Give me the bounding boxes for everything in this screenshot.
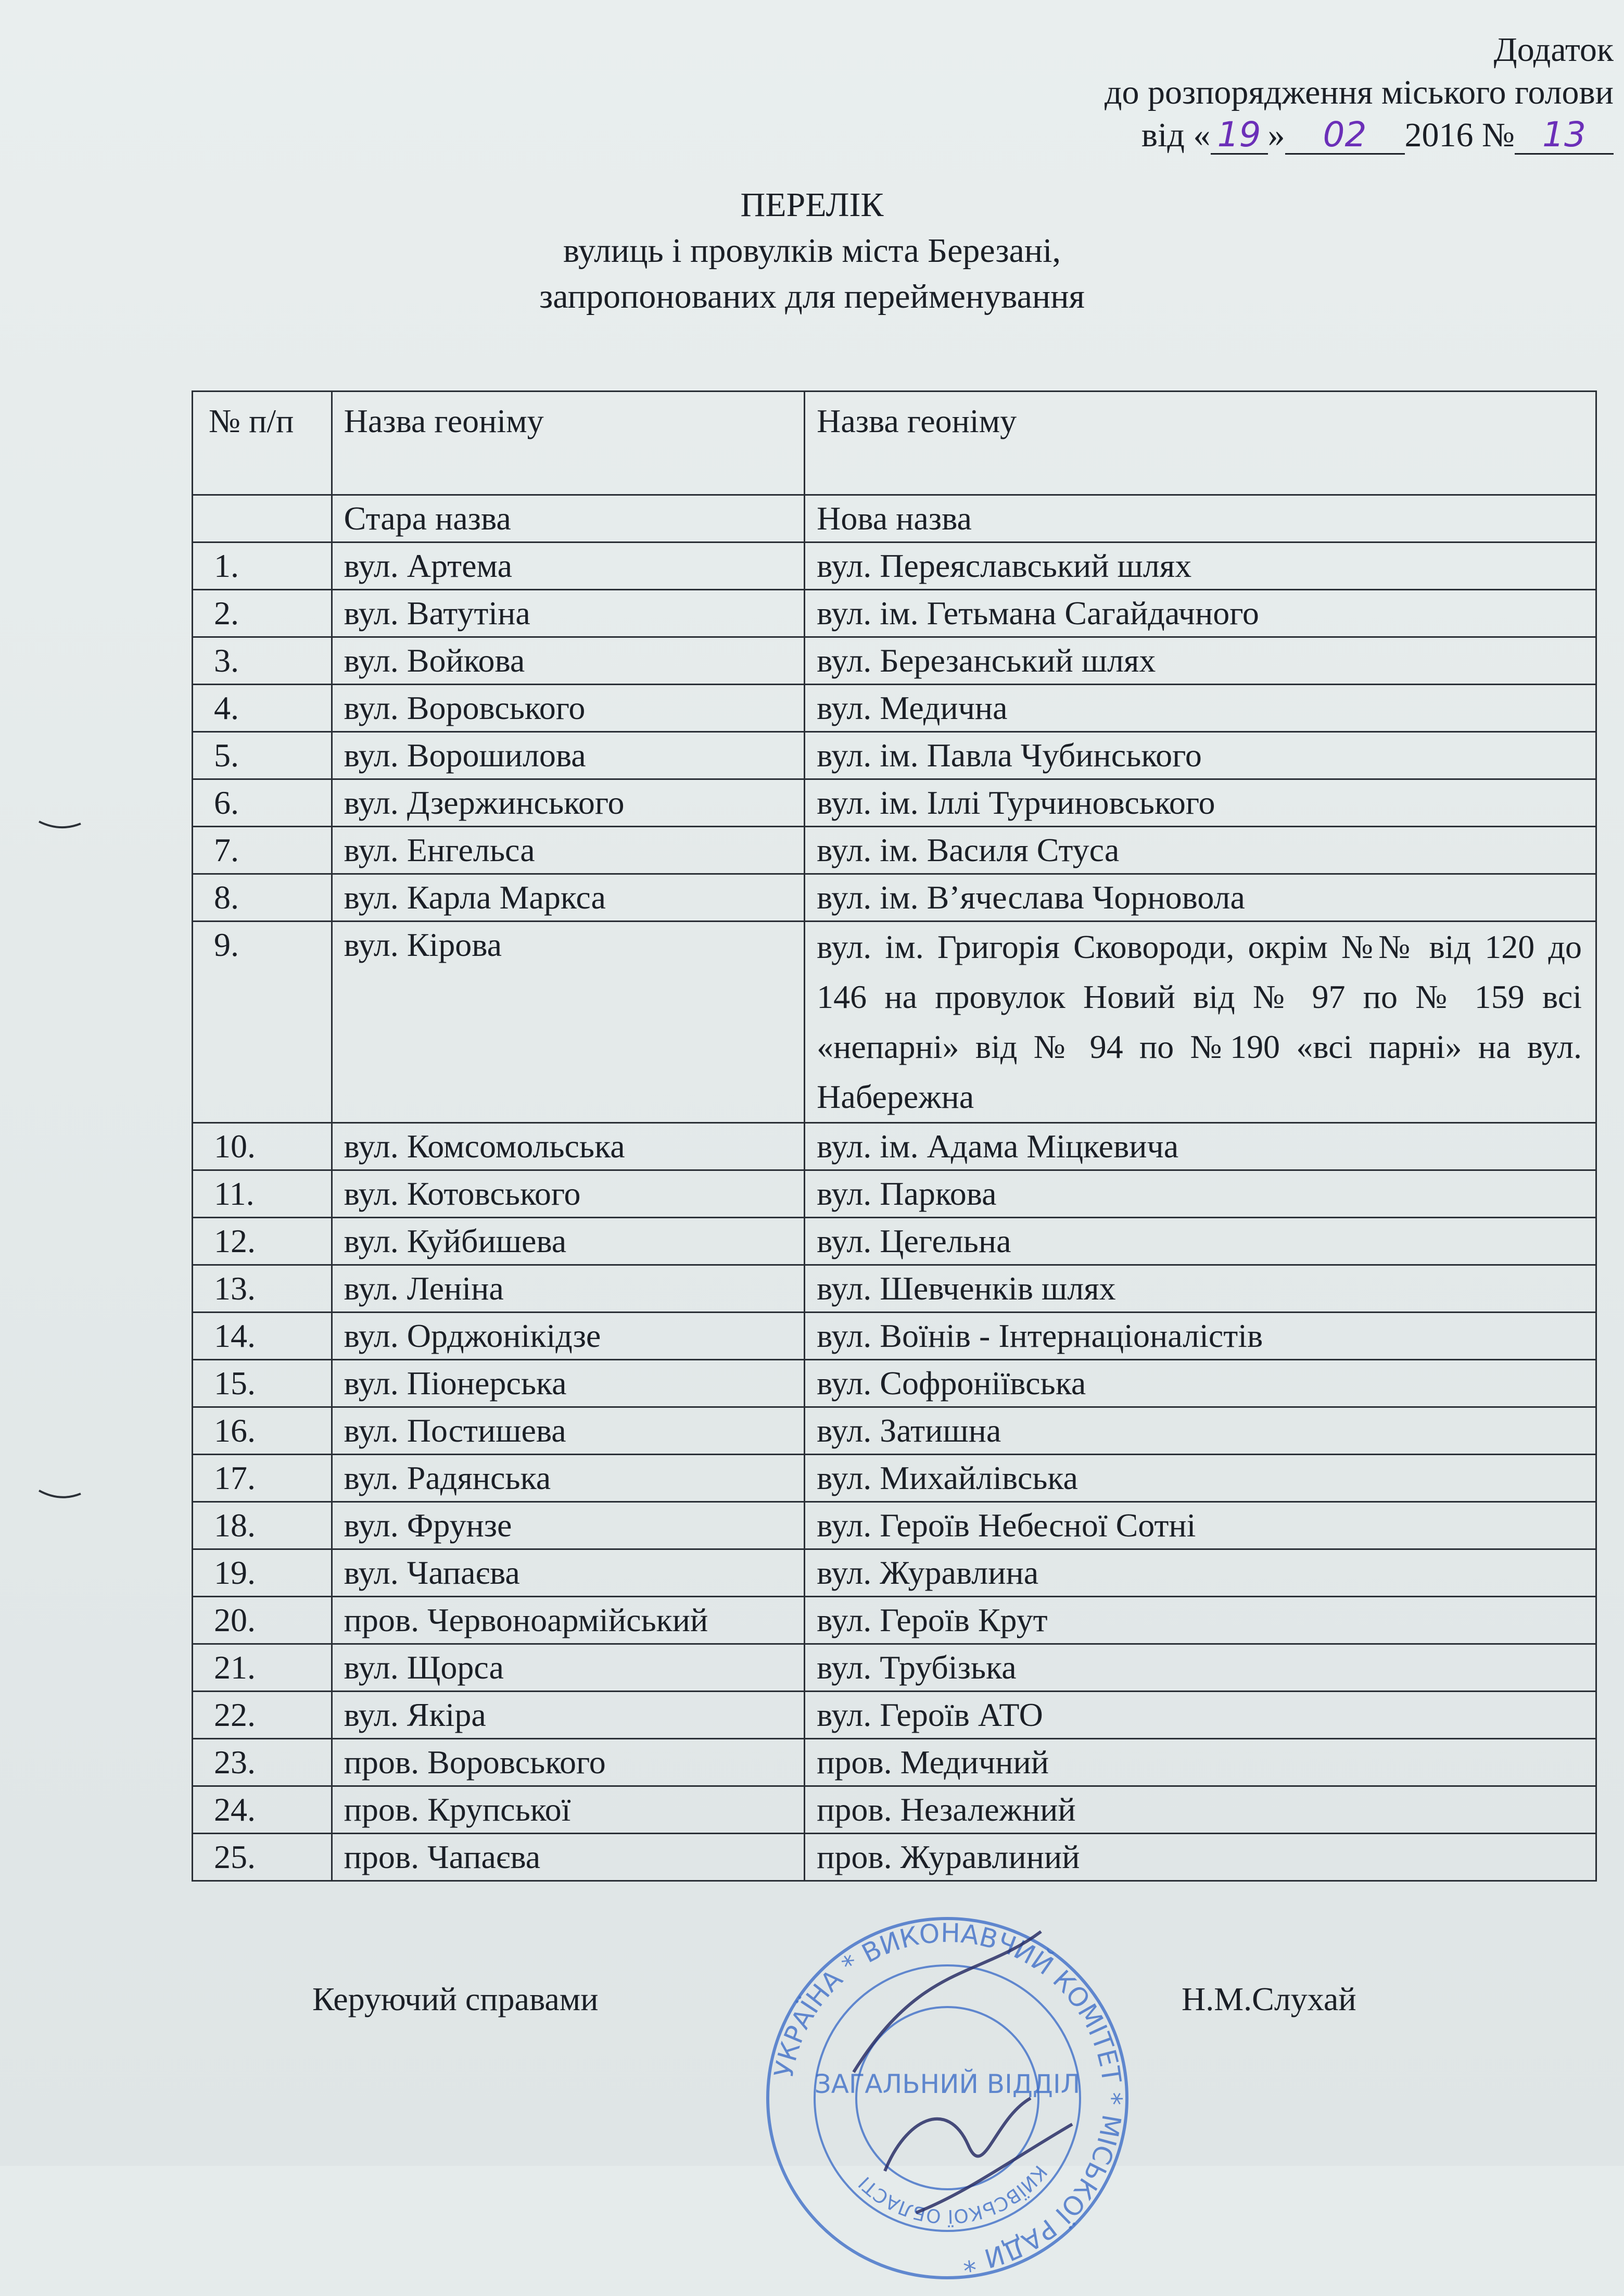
row-old-name: пров. Крупської xyxy=(332,1786,805,1834)
row-old-name: вул. Піонерська xyxy=(332,1360,805,1407)
row-number: 24. xyxy=(193,1786,332,1834)
row-new-name: вул. Трубізька xyxy=(805,1644,1596,1692)
stamp-center-text: ЗАГАЛЬНИЙ ВІДДІЛ xyxy=(814,2069,1081,2099)
row-old-name: вул. Енгельса xyxy=(332,827,805,874)
table-row xyxy=(193,732,1596,779)
table-row xyxy=(193,1739,1596,1786)
row-new-name: вул. Переяславський шлях xyxy=(805,543,1596,590)
row-new-name: вул. Софроніївська xyxy=(805,1360,1596,1407)
row-new-name: вул. Березанський шлях xyxy=(805,637,1596,685)
handwritten-number: 13 xyxy=(1515,117,1614,155)
table-row xyxy=(193,1265,1596,1313)
row-new-name: вул. Цегельна xyxy=(805,1218,1596,1265)
row-number: 14. xyxy=(193,1313,332,1360)
date-prefix: від « xyxy=(1141,116,1211,154)
row-old-name: вул. Орджонікідзе xyxy=(332,1313,805,1360)
row-number: 2. xyxy=(193,590,332,637)
subheader-empty xyxy=(193,495,332,543)
row-new-name: пров. Незалежний xyxy=(805,1786,1596,1834)
table-subheader-row xyxy=(193,495,1596,543)
appendix-header xyxy=(937,29,1614,157)
title-subtitle-2: запропонованих для перейменування xyxy=(539,277,1085,316)
subheader-new-name: Нова назва xyxy=(805,495,1596,543)
row-old-name: вул. Кірова xyxy=(332,922,805,1123)
row-old-name: вул. Постишева xyxy=(332,1407,805,1455)
row-number: 7. xyxy=(193,827,332,874)
row-new-name: вул. Героїв Крут xyxy=(805,1597,1596,1644)
row-number: 6. xyxy=(193,779,332,827)
row-old-name: пров. Воровського xyxy=(332,1739,805,1786)
title-subtitle-1: вулиць і провулків міста Березані, xyxy=(563,232,1061,270)
row-number: 15. xyxy=(193,1360,332,1407)
row-number: 9. xyxy=(193,922,332,1123)
row-number: 18. xyxy=(193,1502,332,1549)
table-row xyxy=(193,1123,1596,1170)
table-row xyxy=(193,779,1596,827)
row-number: 25. xyxy=(193,1834,332,1881)
row-old-name: вул. Котовського xyxy=(332,1170,805,1218)
row-old-name: вул. Куйбишева xyxy=(332,1218,805,1265)
row-old-name: вул. Ворошилова xyxy=(332,732,805,779)
stamp-inner-text: КИЇВСЬКОЇ ОБЛАСТІ xyxy=(854,2161,1051,2227)
row-number: 13. xyxy=(193,1265,332,1313)
binder-mark-icon xyxy=(36,1486,83,1502)
appendix-reference: до розпорядження міського голови xyxy=(1104,73,1614,111)
row-new-name: вул. Медична xyxy=(805,685,1596,732)
row-old-name: вул. Ватутіна xyxy=(332,590,805,637)
row-number: 16. xyxy=(193,1407,332,1455)
row-old-name: вул. Фрунзе xyxy=(332,1502,805,1549)
header-name-old: Назва геоніму xyxy=(332,392,805,495)
header-name-new: Назва геоніму xyxy=(805,392,1596,495)
table-row xyxy=(193,874,1596,922)
row-number: 12. xyxy=(193,1218,332,1265)
table-row xyxy=(193,1692,1596,1739)
row-new-name: вул. Воїнів - Інтернаціоналістів xyxy=(805,1313,1596,1360)
row-number: 23. xyxy=(193,1739,332,1786)
row-new-name: вул. Героїв АТО xyxy=(805,1692,1596,1739)
row-old-name: пров. Червоноармійський xyxy=(332,1597,805,1644)
table-row xyxy=(193,1455,1596,1502)
row-new-name: вул. ім. В’ячеслава Чорновола xyxy=(805,874,1596,922)
subheader-old-name: Стара назва xyxy=(332,495,805,543)
row-old-name: вул. Дзержинського xyxy=(332,779,805,827)
row-old-name: вул. Артема xyxy=(332,543,805,590)
date-mid: » xyxy=(1267,116,1285,154)
row-new-name: вул. ім. Адама Міцкевича xyxy=(805,1123,1596,1170)
table-row xyxy=(193,1786,1596,1834)
official-stamp-icon xyxy=(750,1900,1145,2296)
table-row xyxy=(193,1549,1596,1597)
row-number: 5. xyxy=(193,732,332,779)
row-number: 4. xyxy=(193,685,332,732)
table-row xyxy=(193,922,1596,1123)
row-new-name: вул. ім. Василя Стуса xyxy=(805,827,1596,874)
document-title xyxy=(0,182,1624,320)
row-old-name: вул. Войкова xyxy=(332,637,805,685)
table-row xyxy=(193,1218,1596,1265)
appendix-label: Додаток xyxy=(1493,31,1614,69)
row-number: 1. xyxy=(193,543,332,590)
signatory-name: Н.М.Слухай xyxy=(1182,1980,1356,2017)
table-row xyxy=(193,1360,1596,1407)
row-new-name: пров. Медичний xyxy=(805,1739,1596,1786)
row-old-name: вул. Леніна xyxy=(332,1265,805,1313)
row-number: 3. xyxy=(193,637,332,685)
row-number: 22. xyxy=(193,1692,332,1739)
table-header-row xyxy=(193,392,1596,495)
row-new-name: вул. Паркова xyxy=(805,1170,1596,1218)
table-row xyxy=(193,1502,1596,1549)
row-new-name: вул. ім. Іллі Турчиновського xyxy=(805,779,1596,827)
row-number: 21. xyxy=(193,1644,332,1692)
renaming-table xyxy=(192,390,1597,1882)
row-old-name: вул. Якіра xyxy=(332,1692,805,1739)
row-new-name: пров. Журавлиний xyxy=(805,1834,1596,1881)
signatory-role: Керуючий справами xyxy=(312,1980,599,2017)
table-row xyxy=(193,827,1596,874)
row-old-name: пров. Чапаєва xyxy=(332,1834,805,1881)
row-number: 11. xyxy=(193,1170,332,1218)
row-new-name: вул. ім. Гетьмана Сагайдачного xyxy=(805,590,1596,637)
appendix-date-line xyxy=(937,114,1614,157)
row-new-name: вул. ім. Григорія Сковороди, окрім №№ від 120 до 146 на провулок Новий від № 97 по № 159 всі «непарні» від № 94 по №190 «всі парні» на вул. Набережна xyxy=(805,922,1596,1123)
row-new-name: вул. Затишна xyxy=(805,1407,1596,1455)
row-old-name: вул. Карла Маркса xyxy=(332,874,805,922)
row-old-name: вул. Чапаєва xyxy=(332,1549,805,1597)
row-old-name: вул. Воровського xyxy=(332,685,805,732)
table-row xyxy=(193,1597,1596,1644)
handwritten-month: 02 xyxy=(1285,117,1405,155)
row-number: 10. xyxy=(193,1123,332,1170)
table-row xyxy=(193,543,1596,590)
row-new-name: вул. Шевченків шлях xyxy=(805,1265,1596,1313)
table-row xyxy=(193,1407,1596,1455)
binder-mark-icon xyxy=(36,817,83,833)
row-new-name: вул. Героїв Небесної Сотні xyxy=(805,1502,1596,1549)
row-old-name: вул. Комсомольська xyxy=(332,1123,805,1170)
row-new-name: вул. Журавлина xyxy=(805,1549,1596,1597)
row-number: 19. xyxy=(193,1549,332,1597)
table-row xyxy=(193,685,1596,732)
table-row xyxy=(193,637,1596,685)
date-year: 2016 № xyxy=(1404,116,1515,154)
stamp-outer-text: УКРАЇНА * ВИКОНАВЧИЙ КОМІТЕТ * МІСЬКОЇ РАДИ * xyxy=(768,1917,1128,2278)
table-row xyxy=(193,1834,1596,1881)
row-number: 8. xyxy=(193,874,332,922)
table-row xyxy=(193,590,1596,637)
row-old-name: вул. Щорса xyxy=(332,1644,805,1692)
table-row xyxy=(193,1170,1596,1218)
handwritten-day: 19 xyxy=(1211,117,1268,155)
row-number: 17. xyxy=(193,1455,332,1502)
table-row xyxy=(193,1313,1596,1360)
table-row xyxy=(193,1644,1596,1692)
row-old-name: вул. Радянська xyxy=(332,1455,805,1502)
row-new-name: вул. ім. Павла Чубинського xyxy=(805,732,1596,779)
row-new-name: вул. Михайлівська xyxy=(805,1455,1596,1502)
title-heading: ПЕРЕЛІК xyxy=(740,186,884,224)
row-number: 20. xyxy=(193,1597,332,1644)
header-number: № п/п xyxy=(193,392,332,495)
